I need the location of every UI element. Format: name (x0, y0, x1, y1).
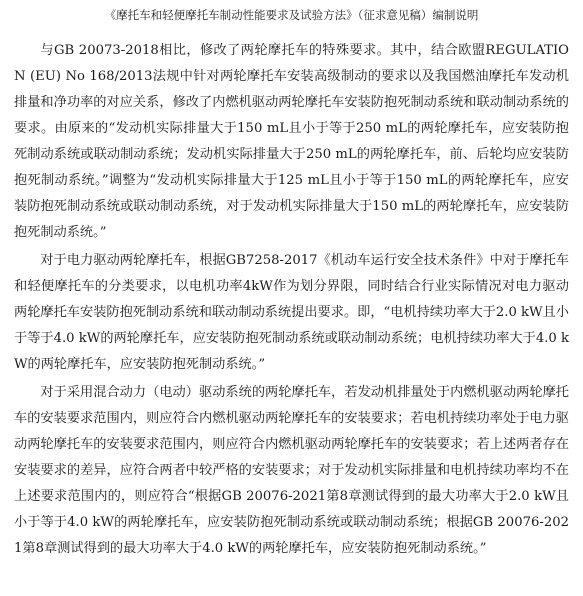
paragraph-ice-motorcycle-requirements: 与GB 20073-2018相比，修改了两轮摩托车的特殊要求。其中，结合欧盟REGULATION (EU) No 168/2013法规中针对两轮摩托车安装高级制动的要求以及我国燃油摩托车发动机排量和净功率的对应关系，修改了内燃机驱动两轮摩托车安装防抱死制动系统和联动制动系统的要求。由原来的“发动机实际排量大于150 mL且小于等于250 mL的两轮摩托车，应安装防抱死制动系统或联动制动系统；发动机实际排量大于250 mL的两轮摩托车，前、后轮均应安装防抱死制动系统。”调整为“发动机实际排量大于125 mL且小于等于150 mL的两轮摩托车，应安装防抱死制动系统或联动制动系统，对于发动机实际排量大于150 mL的两轮摩托车，应安装防抱死制动系统。” (14, 43, 569, 240)
paragraph-electric-motorcycle-requirements: 对于电力驱动两轮摩托车，根据GB7258-2017《机动车运行安全技术条件》中对于摩托车和轻便摩托车的分类要求，以电机功率4kW作为划分界限，同时结合行业实际情况对电力驱动两轮摩托车安装防抱死制动系统和联动制动系统提出要求。即，“电机持续功率大于2.0 kW且小于等于4.0 kW的两轮摩托车，应安装防抱死制动系统或联动制动系统；电机持续功率大于4.0 kW的两轮摩托车，应安装防抱死制动系统。” (14, 253, 569, 372)
paragraph-hybrid-motorcycle-requirements: 对于采用混合动力（电动）驱动系统的两轮摩托车，若发动机排量处于内燃机驱动两轮摩托车的安装要求范围内，则应符合内燃机驱动两轮摩托车的安装要求；若电机持续功率处于电力驱动两轮摩托车的安装要求范围内，则应符合内燃机驱动两轮摩托车的安装要求；若上述两者存在安装要求的差异，应符合两者中较严格的安装要求；对于发动机实际排量和电机持续功率均不在上述要求范围内的，则应符合“根据GB 20076-2021第8章测试得到的最大功率大于2.0 kW且小于等于4.0 kW的两轮摩托车，应安装防抱死制动系统或联动制动系统；根据GB 20076-2021第8章测试得到的最大功率大于4.0 kW的两轮摩托车，应安装防抱死制动系统。” (14, 385, 569, 556)
document-header: 《摩托车和轻便摩托车制动性能要求及试验方法》（征求意见稿）编制说明 (104, 8, 479, 22)
